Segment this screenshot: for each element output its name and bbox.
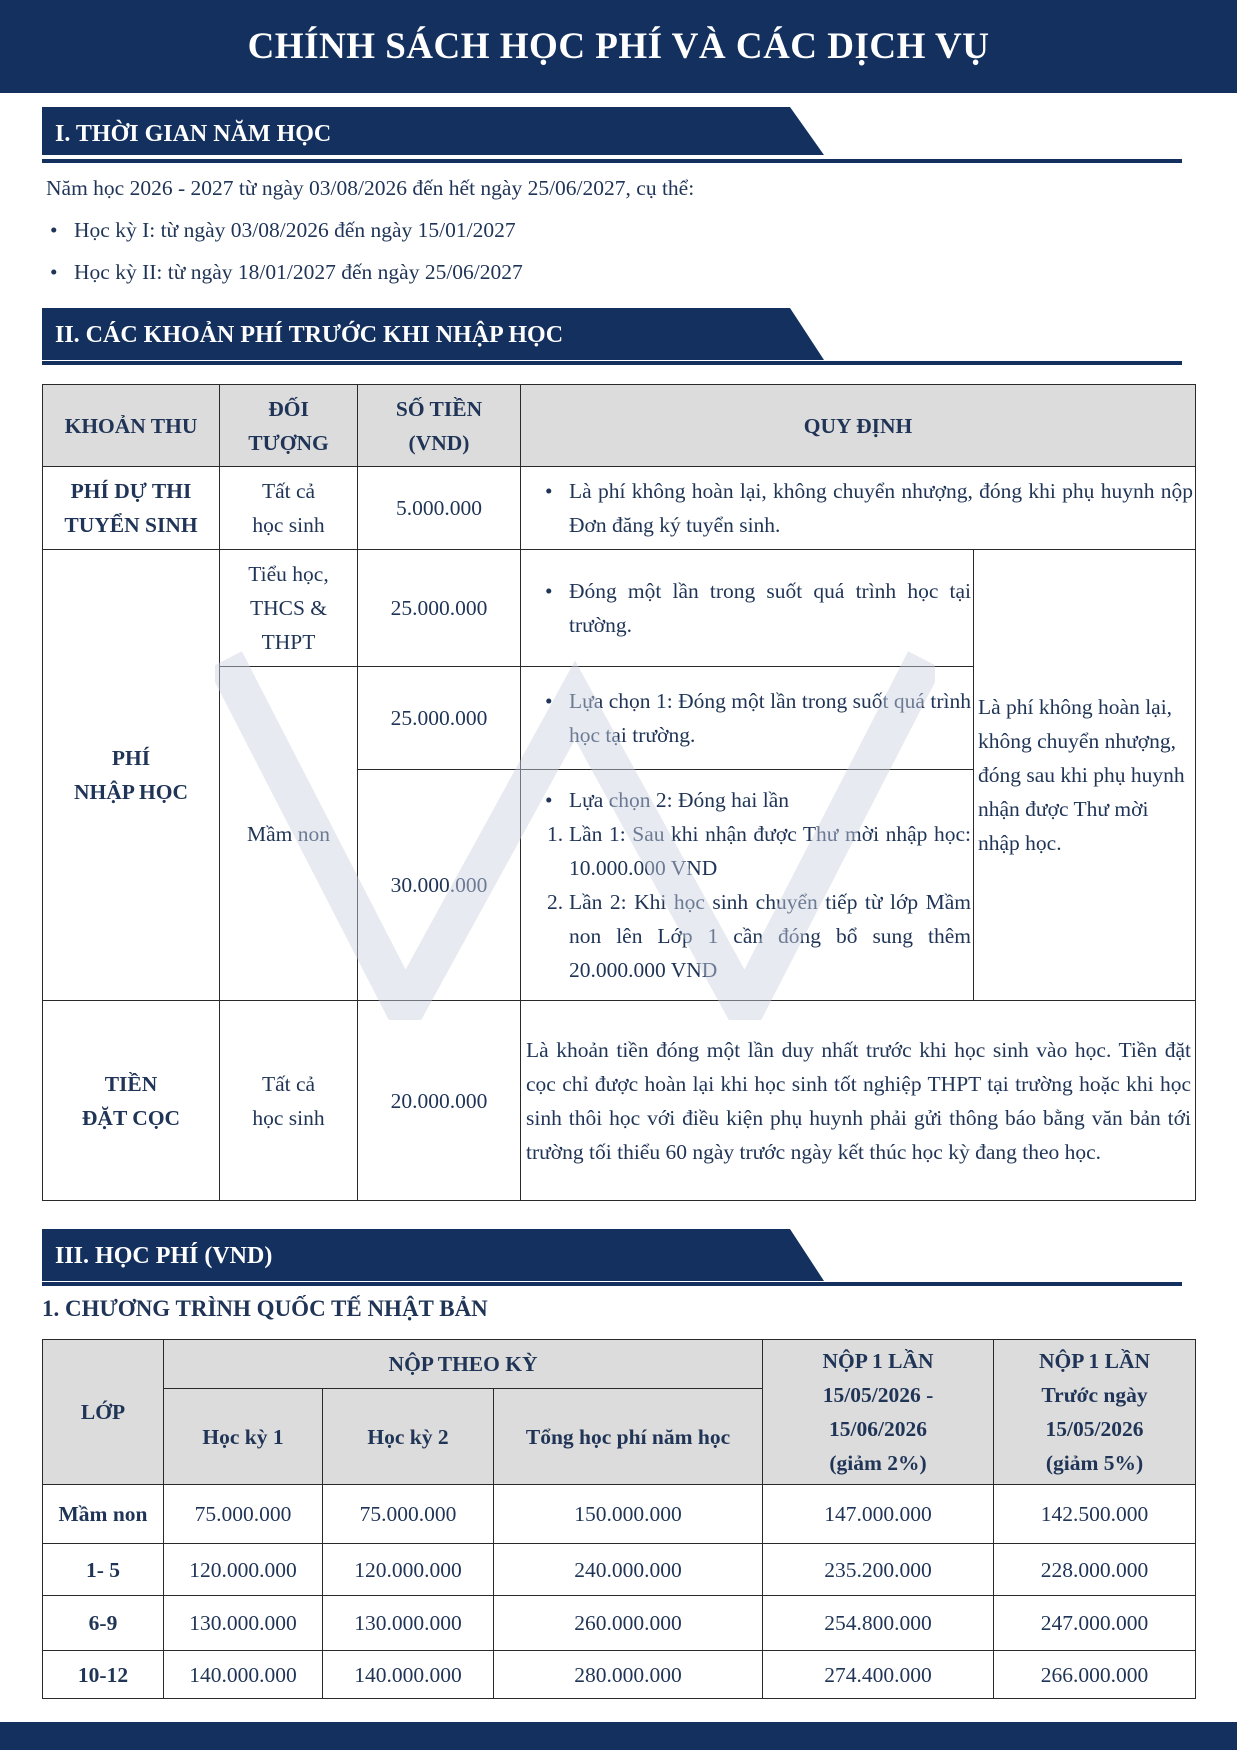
early-2pct-cell: 235.200.000 (763, 1544, 994, 1596)
watermark-logo (215, 640, 935, 1020)
table-row (43, 1544, 1196, 1596)
section-heading-3 (42, 1229, 1182, 1295)
early-5pct-cell: 266.000.000 (994, 1651, 1196, 1699)
table-row (43, 1651, 1196, 1699)
semester-1-item: • Học kỳ I: từ ngày 03/08/2026 đến ngày 15/01/2027 (50, 216, 516, 244)
fee-amount: 30.000.000 (358, 770, 521, 1001)
col-header-term2: Học kỳ 2 (323, 1389, 494, 1485)
term1-cell: 120.000.000 (164, 1544, 323, 1596)
fee-amount: 25.000.000 (358, 667, 521, 770)
section-heading-label: II. CÁC KHOẢN PHÍ TRƯỚC KHI NHẬP HỌC (55, 322, 564, 348)
early-5pct-cell: 247.000.000 (994, 1596, 1196, 1651)
term2-cell: 75.000.000 (323, 1485, 494, 1544)
section-heading-label: III. HỌC PHÍ (VND) (55, 1243, 273, 1269)
table-row (43, 1485, 1196, 1544)
col-header-rule: QUY ĐỊNH (521, 385, 1196, 467)
col-header-grade: LỚP (43, 1340, 164, 1485)
semester-2-item: • Học kỳ II: từ ngày 18/01/2027 đến ngày 25/06/2027 (50, 258, 523, 286)
col-header-early-5pct: NỘP 1 LẦN Trước ngày 15/05/2026 (giảm 5%) (994, 1340, 1196, 1485)
program-subheading: 1. CHƯƠNG TRÌNH QUỐC TẾ NHẬT BẢN (42, 1296, 488, 1321)
col-header-fee: KHOẢN THU (43, 385, 220, 467)
admission-side-note: Là phí không hoàn lại, không chuyển nhượng, đóng sau khi phụ huynh nhận được Thư mời nhập học. (974, 550, 1196, 1001)
fee-rule: • Lựa chọn 1: Đóng một lần trong suốt quá trình học tại trường. (521, 667, 974, 770)
col-header-amount: SỐ TIỀN (VND) (358, 385, 521, 467)
title-banner (0, 0, 1237, 93)
early-5pct-cell: 228.000.000 (994, 1544, 1196, 1596)
total-cell: 150.000.000 (494, 1485, 763, 1544)
term1-cell: 75.000.000 (164, 1485, 323, 1544)
term2-cell: 130.000.000 (323, 1596, 494, 1651)
early-5pct-cell: 142.500.000 (994, 1485, 1196, 1544)
fee-rule: • Đóng một lần trong suốt quá trình học tại trường. (521, 550, 974, 667)
col-header-term1: Học kỳ 1 (164, 1389, 323, 1485)
table-row-exam-fee (43, 467, 1196, 550)
fee-amount: 25.000.000 (358, 550, 521, 667)
page-title: CHÍNH SÁCH HỌC PHÍ VÀ CÁC DỊCH VỤ (247, 26, 990, 67)
tuition-table (42, 1339, 1196, 1699)
total-cell: 260.000.000 (494, 1596, 763, 1651)
fee-rule: • Là phí không hoàn lại, không chuyển nhượng, đóng khi phụ huynh nộp Đơn đăng ký tuyển sinh. (521, 467, 1196, 550)
grade-cell: 6-9 (43, 1596, 164, 1651)
fee-target: Tiểu học, THCS & THPT (220, 550, 358, 667)
section-heading-1 (42, 107, 1182, 173)
table-header-row (43, 385, 1196, 467)
term2-cell: 140.000.000 (323, 1651, 494, 1699)
fee-target: Tất cả học sinh (220, 1001, 358, 1201)
fee-amount: 20.000.000 (358, 1001, 521, 1201)
fee-name: TIỀN ĐẶT CỌC (43, 1001, 220, 1201)
early-2pct-cell: 147.000.000 (763, 1485, 994, 1544)
table-row-deposit (43, 1001, 1196, 1201)
section-heading-2 (42, 308, 1182, 374)
fee-target: Tất cả học sinh (220, 467, 358, 550)
total-cell: 240.000.000 (494, 1544, 763, 1596)
early-2pct-cell: 274.400.000 (763, 1651, 994, 1699)
tuition-header-row (43, 1340, 1196, 1389)
fee-target: Mầm non (220, 667, 358, 1001)
fee-amount: 5.000.000 (358, 467, 521, 550)
table-row (43, 1596, 1196, 1651)
fee-name: PHÍ NHẬP HỌC (43, 550, 220, 1001)
section-heading-label: I. THỜI GIAN NĂM HỌC (55, 121, 332, 147)
fee-rule: • Lựa chọn 2: Đóng hai lần 1. Lần 1: Sau khi nhận được Thư mời nhập học: 10.000.000 VND 2. Lần 2: Khi học sinh chuyển tiếp từ lớp Mầm non lên Lớp 1 cần đóng bổ sung thêm 20.000.000 VND (521, 770, 974, 1001)
grade-cell: 10-12 (43, 1651, 164, 1699)
grade-cell: Mầm non (43, 1485, 164, 1544)
col-header-per-term: NỘP THEO KỲ (164, 1340, 763, 1389)
early-2pct-cell: 254.800.000 (763, 1596, 994, 1651)
fee-name: PHÍ DỰ THI TUYỂN SINH (43, 467, 220, 550)
total-cell: 280.000.000 (494, 1651, 763, 1699)
school-year-intro: Năm học 2026 - 2027 từ ngày 03/08/2026 đến hết ngày 25/06/2027, cụ thể: (46, 176, 695, 200)
grade-cell: 1- 5 (43, 1544, 164, 1596)
term1-cell: 130.000.000 (164, 1596, 323, 1651)
col-header-target: ĐỐI TƯỢNG (220, 385, 358, 467)
term1-cell: 140.000.000 (164, 1651, 323, 1699)
col-header-total: Tổng học phí năm học (494, 1389, 763, 1485)
col-header-early-2pct: NỘP 1 LẦN 15/05/2026 - 15/06/2026 (giảm 2%) (763, 1340, 994, 1485)
fee-rule: Là khoản tiền đóng một lần duy nhất trước khi học sinh vào học. Tiền đặt cọc chỉ được hoàn lại khi học sinh tốt nghiệp THPT tại trường hoặc khi học sinh thôi học với điều kiện phụ huynh phải gửi thông báo bằng văn bản tới trường tối thiểu 60 ngày trước ngày kết thúc học kỳ đang theo học. (521, 1001, 1196, 1201)
footer-bar (0, 1722, 1237, 1750)
term2-cell: 120.000.000 (323, 1544, 494, 1596)
